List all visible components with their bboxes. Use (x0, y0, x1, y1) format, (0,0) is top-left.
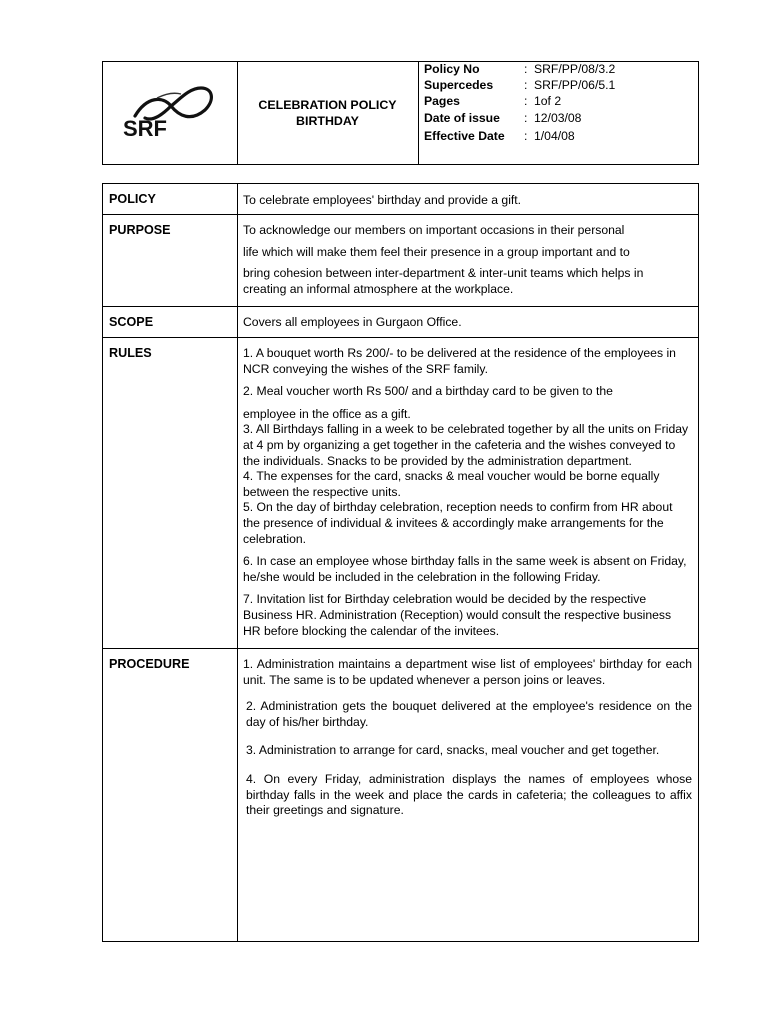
purpose-line: bring cohesion between inter-department & inter-unit teams which helps in (243, 266, 644, 281)
purpose-text (243, 223, 692, 297)
meta-value: 1/04/08 (534, 129, 575, 143)
meta-supercedes (424, 78, 615, 92)
rules-label: RULES (109, 346, 152, 360)
policy-label: POLICY (109, 192, 156, 206)
meta-key: Effective Date (424, 129, 505, 143)
row-policy (103, 184, 698, 215)
title-line-2: BIRTHDAY (296, 114, 359, 128)
meta-key: Policy No (424, 62, 480, 76)
meta-effective-date (424, 129, 575, 143)
logo-text: SRF (123, 116, 167, 141)
purpose-label: PURPOSE (109, 223, 171, 237)
procedure-item: 4. On every Friday, administration displays the names of employees whose birthday falls in the week and place the cards in cafeteria; the colleagues to affix their greetings and signature. (246, 771, 692, 818)
rule-item: 2. Meal voucher worth Rs 500/ and a birthday card to be given to the (243, 384, 613, 399)
rule-item: 7. Invitation list for Birthday celebration would be decided by the respective Business HR. Administration (Reception) would consult the respective business HR before blocking the calendar of the invitees. (243, 592, 672, 638)
policy-title (237, 62, 419, 164)
procedure-label: PROCEDURE (109, 657, 190, 671)
procedure-item: 2. Administration gets the bouquet delivered at the employee's residence on the day of his/her birthday. (246, 699, 692, 729)
row-rules (103, 338, 698, 649)
row-purpose (103, 215, 698, 307)
meta-sep: : (524, 78, 528, 92)
procedure-item: 3. Administration to arrange for card, snacks, meal voucher and get together. (246, 743, 660, 758)
row-scope (103, 307, 698, 338)
meta-sep: : (524, 62, 528, 76)
logo-cell (103, 62, 238, 164)
meta-sep: : (524, 111, 528, 125)
rule-item: 1. A bouquet worth Rs 200/- to be delivered at the residence of the employees in NCR conveying the wishes of the SRF family. (243, 346, 676, 376)
rule-item: 3. All Birthdays falling in a week to be celebrated together by all the units on Friday at 4 pm by organizing a get together in the cafeteria and the wishes conveyed to the individuals. Snacks to be provided by the administration department. (243, 422, 689, 468)
scope-text: Covers all employees in Gurgaon Office. (243, 315, 462, 329)
meta-value: SRF/PP/08/3.2 (534, 62, 616, 76)
meta-key: Supercedes (424, 78, 494, 92)
rule-item: 5. On the day of birthday celebration, reception needs to confirm from HR about the presence of individual & invitees & accordingly make arrangements for the celebration. (243, 500, 673, 546)
rule-item: 4. The expenses for the card, snacks & meal voucher would be borne equally between the respective units. (243, 469, 660, 499)
policy-table (102, 183, 699, 942)
title-line-1: CELEBRATION POLICY (258, 98, 397, 112)
purpose-line: creating an informal atmosphere at the workplace. (243, 281, 514, 296)
meta-sep: : (524, 129, 528, 143)
meta-date-of-issue (424, 111, 581, 125)
meta-pages (424, 94, 561, 108)
procedure-text (243, 657, 692, 819)
meta-value: 1of 2 (534, 94, 562, 108)
policy-meta (418, 62, 698, 164)
rule-item: 6. In case an employee whose birthday falls in the same week is absent on Friday, he/she would be included in the celebration in the following Friday. (243, 554, 687, 584)
rules-text (243, 346, 692, 639)
meta-key: Date of issue (424, 111, 500, 125)
meta-policy-no (424, 62, 615, 76)
purpose-line: life which will make them feel their presence in a group important and to (243, 244, 630, 259)
meta-value: SRF/PP/06/5.1 (534, 78, 616, 92)
purpose-line: To acknowledge our members on important occasions in their personal (243, 223, 625, 237)
policy-text: To celebrate employees' birthday and provide a gift. (243, 193, 522, 207)
procedure-item: 1. Administration maintains a department wise list of employees' birthday for each unit. The same is to be updated whenever a person joins or leaves. (243, 657, 692, 687)
meta-key: Pages (424, 94, 460, 108)
row-procedure (103, 649, 698, 941)
meta-sep: : (524, 94, 528, 108)
rule-item: employee in the office as a gift. (243, 406, 411, 421)
infinity-swirl-logo-icon (117, 76, 223, 152)
scope-label: SCOPE (109, 315, 154, 329)
document-header (102, 61, 699, 165)
meta-value: 12/03/08 (534, 111, 582, 125)
